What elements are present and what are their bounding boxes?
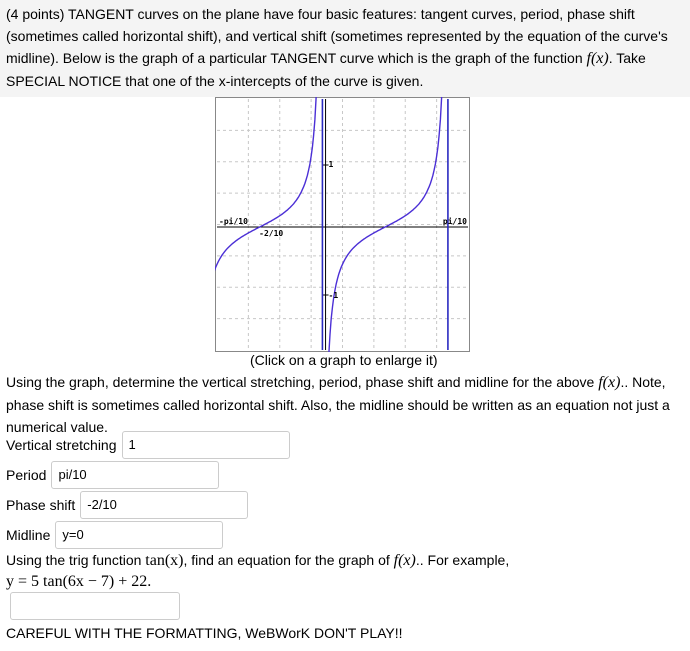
tan-notation: tan(x) [145,552,184,569]
tangent-graph[interactable] [215,97,470,352]
y-min-label: -1 [328,291,339,300]
x-min-label: -pi/10 [219,217,248,226]
question-2-text-c: .. For example, [415,552,510,568]
midline-input[interactable]: y=0 [55,521,223,549]
question-1-text: Using the graph, determine the vertical stretching, period, phase shift and midline for the above [6,374,595,390]
intro-text: TANGENT curves on the plane have four basic features: tangent curves, period, phase shift (sometimes called horizontal shift), and vertical shift (sometimes represented by the equation of the curve's midline). Below is the graph of a particular TANGENT curve which is the graph of the function [6,6,668,66]
question-2-text: Using the trig function [6,552,142,568]
question-2-text-b: , find an equation for the graph of [183,552,390,568]
vertical-stretching-label: Vertical stretching [6,437,117,453]
graph-caption: (Click on a graph to enlarge it) [250,352,438,368]
example-equation [6,570,686,593]
question-2 [6,549,686,572]
equation-answer-input[interactable] [10,592,180,620]
footer-warning-text: CAREFUL WITH THE FORMATTING, WeBWorK DON'T PLAY!! [6,625,403,641]
midline-row [6,521,223,549]
function-notation: f(x) [393,552,416,569]
x-intercept-label: -2/10 [259,229,284,238]
function-notation: f(x) [598,374,621,391]
question-1-note: .. Note, phase shift is sometimes called horizontal shift. Also, the midline should be written as an equation not just a numerical value. [6,374,670,435]
period-label: Period [6,467,47,483]
problem-intro [6,3,686,92]
phase-shift-label: Phase shift [6,497,76,513]
intro-notice-text: . Take SPECIAL NOTICE that one of the x-intercepts of the curve is given. [6,50,646,89]
y-max-label: 1 [328,160,334,169]
x-max-label: pi/10 [442,217,467,226]
vertical-stretching-row [6,431,290,459]
phase-shift-input[interactable]: -2/10 [80,491,248,519]
period-row [6,461,219,489]
example-equation-text: y = 5 tan(6x − 7) + 22. [6,573,152,590]
period-input[interactable]: pi/10 [51,461,219,489]
phase-shift-row [6,491,248,519]
midline-label: Midline [6,527,51,543]
function-notation: f(x) [586,50,609,67]
footer-warning [6,622,686,644]
question-1 [6,371,686,438]
points-label: (4 points) [6,6,65,22]
vertical-stretching-input[interactable]: 1 [122,431,290,459]
